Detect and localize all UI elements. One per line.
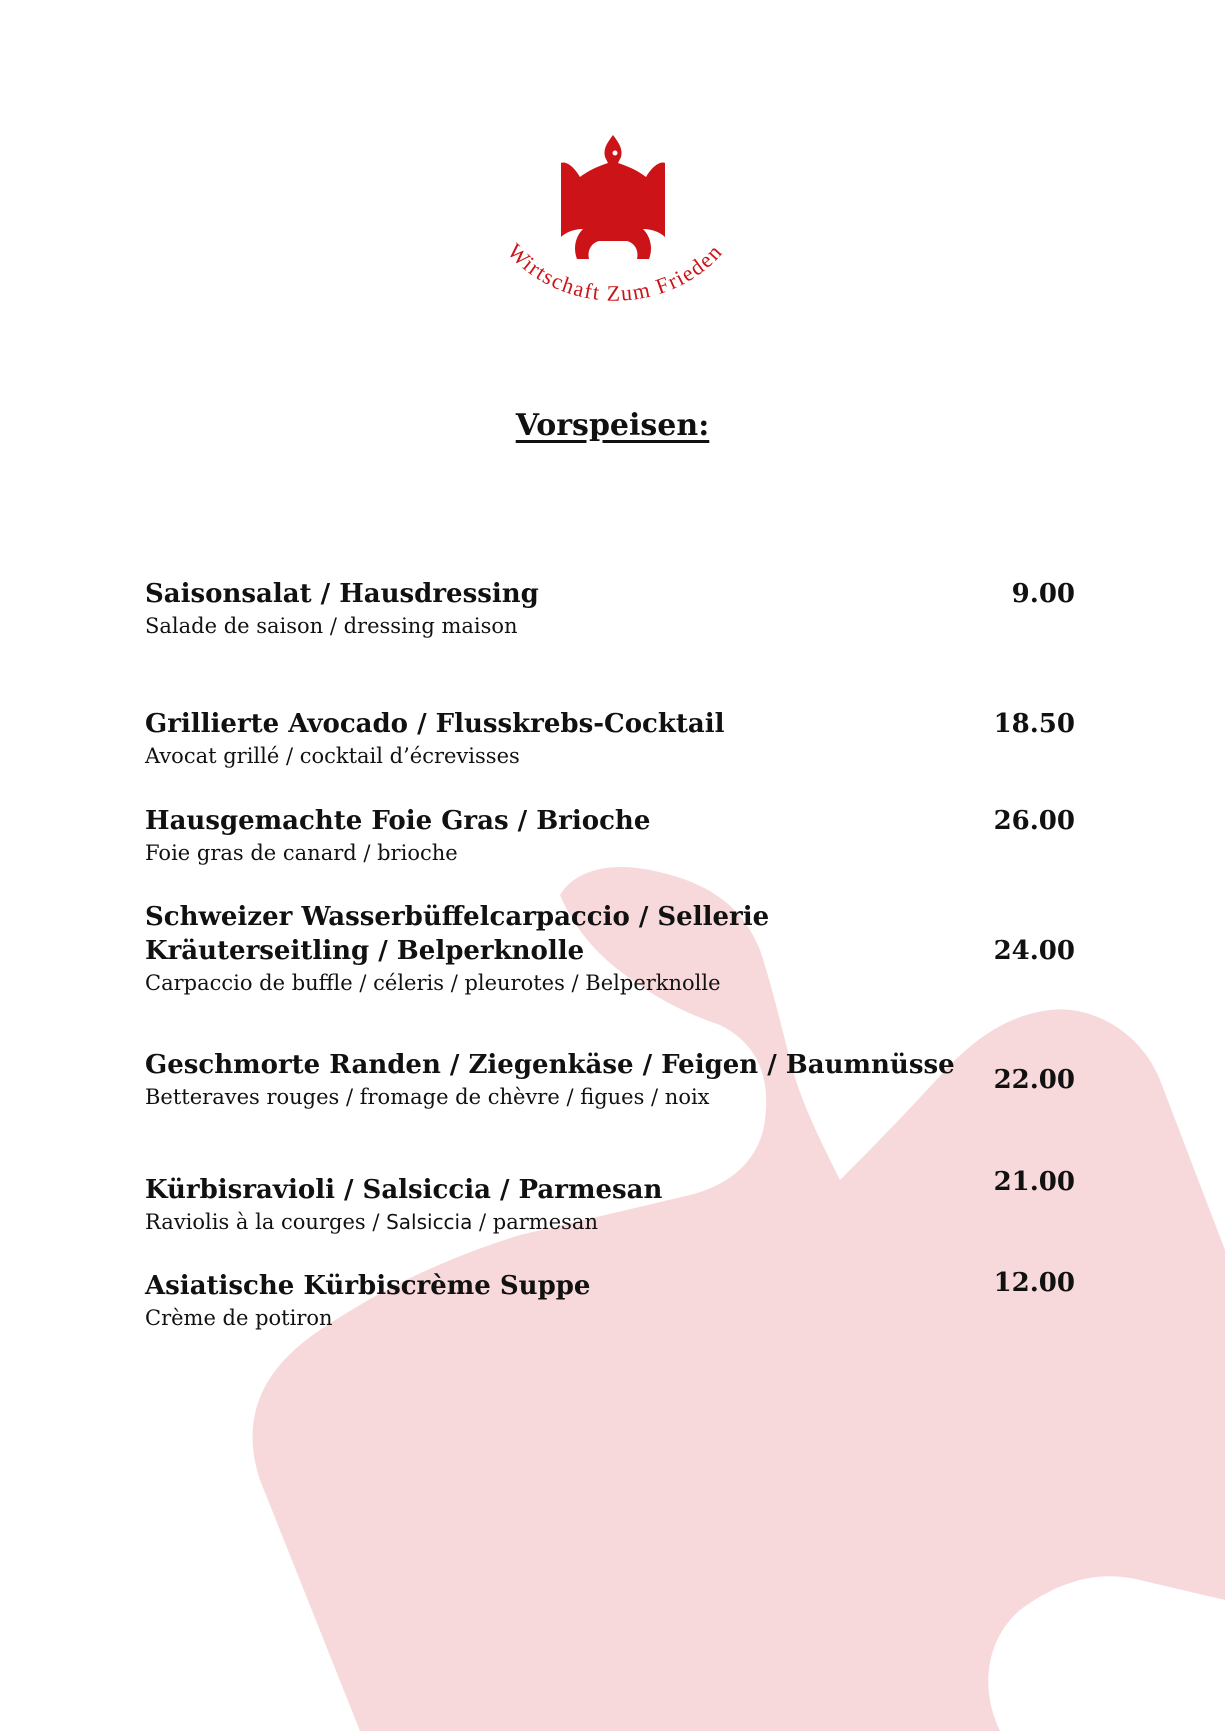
item-subtitle-part: / parmesan (472, 1210, 598, 1234)
item-subtitle: Foie gras de canard / brioche (145, 841, 458, 865)
item-subtitle: Avocat grillé / cocktail d’écrevisses (145, 744, 520, 768)
menu-item (145, 1173, 1075, 1237)
menu-item (145, 1048, 1075, 1112)
item-subtitle-part: Raviolis à la courges / (145, 1210, 387, 1234)
menu-item (145, 900, 1075, 998)
restaurant-logo (455, 125, 775, 355)
item-subtitle: Crème de potiron (145, 1306, 333, 1330)
item-price: 26.00 (993, 806, 1075, 836)
item-title: Geschmorte Randen / Ziegenkäse / Feigen / Baumnüsse (145, 1050, 955, 1080)
svg-text:Wirtschaft Zum Frieden (503, 238, 728, 305)
item-title: Kürbisravioli / Salsiccia / Parmesan (145, 1175, 663, 1205)
item-price: 9.00 (1011, 579, 1075, 609)
item-title: Saisonsalat / Hausdressing (145, 579, 539, 609)
item-subtitle (145, 1207, 1075, 1237)
item-price: 12.00 (993, 1268, 1075, 1298)
item-subtitle: Betteraves rouges / fromage de chèvre / figues / noix (145, 1085, 710, 1109)
item-subtitle-part: Salsiccia (386, 1210, 473, 1234)
item-title: Schweizer Wasserbüffelcarpaccio / Sellerie (145, 902, 770, 932)
item-title: Grillierte Avocado / Flusskrebs-Cocktail (145, 709, 725, 739)
menu-item (145, 707, 1075, 771)
item-title: Hausgemachte Foie Gras / Brioche (145, 806, 651, 836)
item-subtitle: Salade de saison / dressing maison (145, 614, 518, 638)
item-price: 18.50 (993, 709, 1075, 739)
menu-item (145, 1269, 1075, 1333)
item-price: 22.00 (993, 1065, 1075, 1095)
page-title: Vorspeisen: (515, 408, 710, 443)
item-price: 24.00 (993, 936, 1075, 966)
menu-item (145, 577, 1075, 641)
item-subtitle: Carpaccio de buffle / céleris / pleurotes / Belperknolle (145, 971, 721, 995)
eagle-icon (561, 135, 665, 259)
item-price: 21.00 (993, 1167, 1075, 1197)
menu-item (145, 804, 1075, 868)
logo-text: Wirtschaft Zum Frieden (502, 238, 728, 306)
item-title: Asiatische Kürbiscrème Suppe (145, 1271, 591, 1301)
item-title-line2: Kräuterseitling / Belperknolle (145, 936, 585, 966)
